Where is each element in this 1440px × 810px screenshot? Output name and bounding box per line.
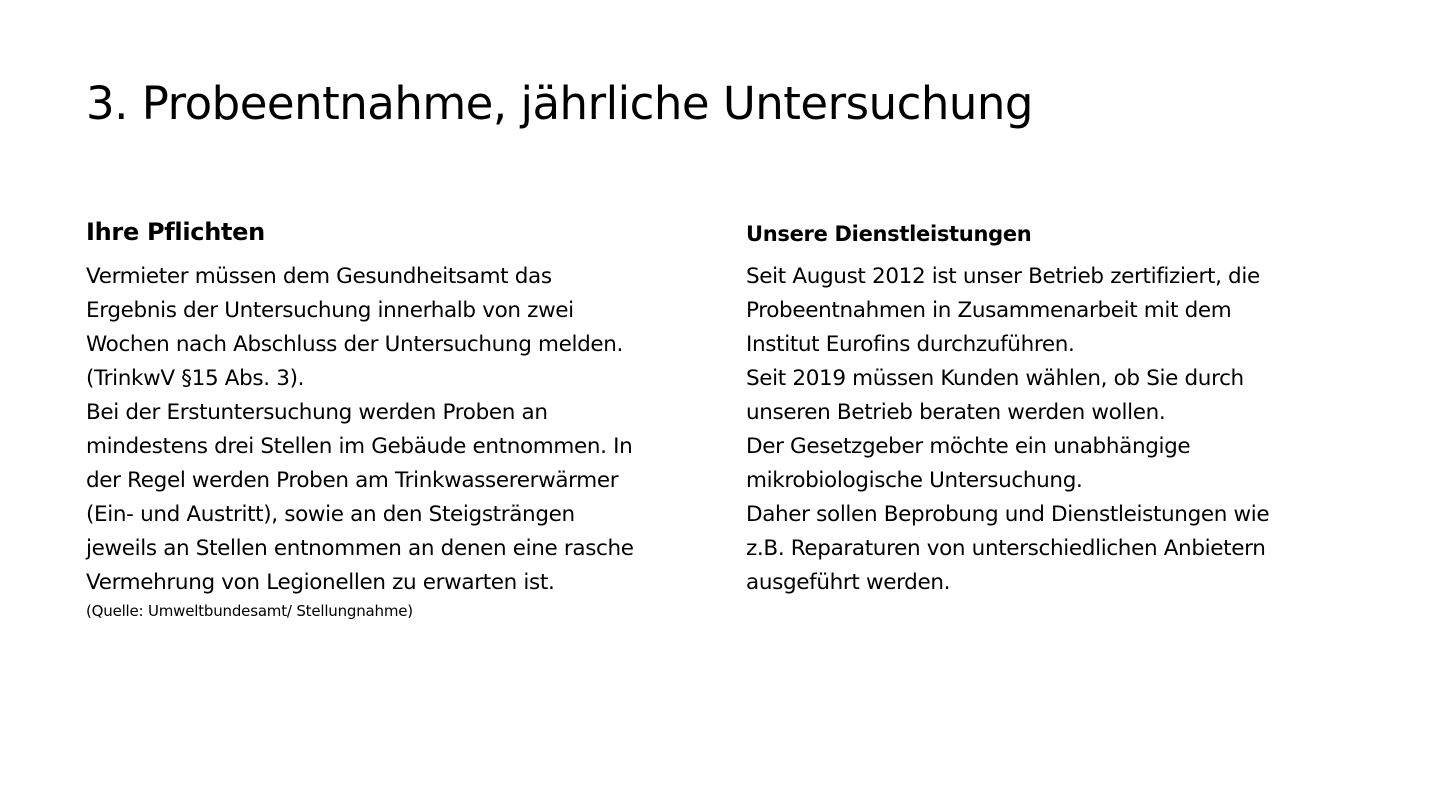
text-line: Ergebnis der Untersuchung innerhalb von zwei (86, 298, 574, 324)
text-line: unseren Betrieb beraten werden wollen. (746, 400, 1166, 426)
text-line: (Ein- und Austritt), sowie an den Steigsträngen (86, 502, 575, 528)
text-line: mindestens drei Stellen im Gebäude entnommen. In (86, 434, 633, 460)
right-column (746, 212, 1346, 600)
text-line: Daher sollen Beprobung und Dienstleistungen wie (746, 502, 1270, 528)
text-line: z.B. Reparaturen von unterschiedlichen Anbietern (746, 536, 1266, 562)
text-line: (TrinkwV §15 Abs. 3). (86, 366, 305, 392)
right-heading: Unsere Dienstleistungen (746, 222, 1032, 246)
text-line: Vermieter müssen dem Gesundheitsamt das (86, 264, 552, 290)
source-note: (Quelle: Umweltbundesamt/ Stellungnahme) (86, 602, 413, 621)
first-examination-paragraph (86, 396, 696, 600)
separate-providers-paragraph (746, 498, 1346, 600)
left-heading: Ihre Pflichten (86, 218, 265, 246)
text-line: Vermehrung von Legionellen zu erwarten ist. (86, 570, 555, 596)
text-line: Seit August 2012 ist unser Betrieb zertifiziert, die (746, 264, 1260, 290)
text-line: Seit 2019 müssen Kunden wählen, ob Sie durch (746, 366, 1244, 392)
text-line: der Regel werden Proben am Trinkwassererwärmer (86, 468, 619, 494)
text-line: Bei der Erstuntersuchung werden Proben an (86, 400, 548, 426)
customer-choice-paragraph (746, 362, 1346, 430)
text-line: Der Gesetzgeber möchte ein unabhängige (746, 434, 1191, 460)
text-line: mikrobiologische Untersuchung. (746, 468, 1083, 494)
text-line: Wochen nach Abschluss der Untersuchung melden. (86, 332, 624, 358)
certification-paragraph (746, 260, 1346, 362)
text-line: jeweils an Stellen entnommen an denen eine rasche (86, 536, 634, 562)
slide-title: 3. Probeentnahme, jährliche Untersuchung (86, 77, 1033, 130)
text-line: Institut Eurofins durchzuführen. (746, 332, 1075, 358)
obligations-paragraph (86, 260, 696, 396)
legislator-paragraph (746, 430, 1346, 498)
left-column (86, 212, 696, 622)
text-line: Probeentnahmen in Zusammenarbeit mit dem (746, 298, 1232, 324)
text-line: ausgeführt werden. (746, 570, 951, 596)
